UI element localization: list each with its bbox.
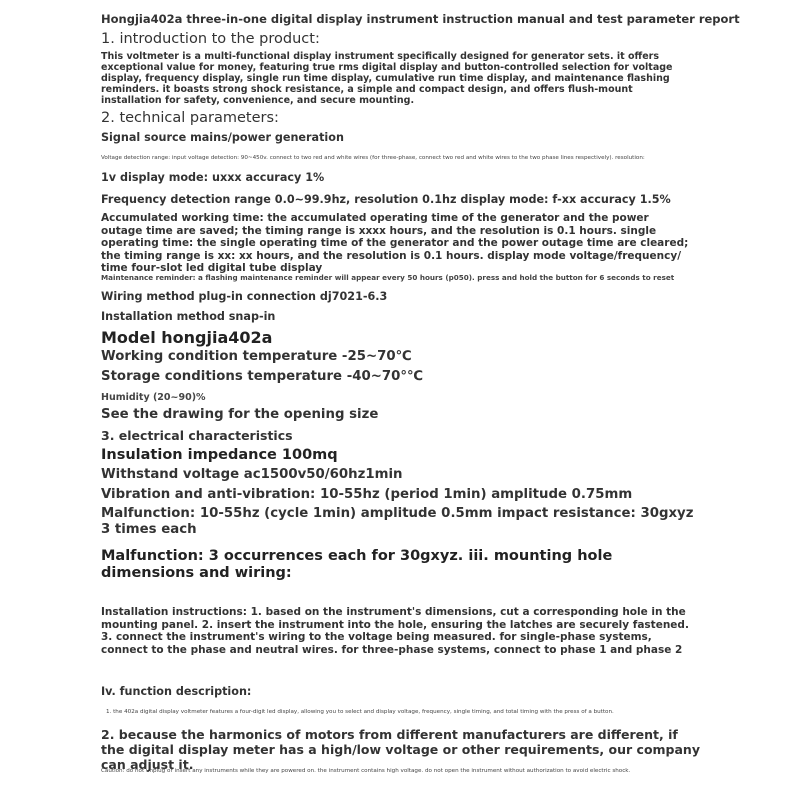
voltage-detection: Voltage detection range: input voltage detection: 90~450v. connect to two red and white wires (for three-phase, connect two red and white wires to the two phase lines respectively). resolution: <box>101 155 645 161</box>
function-heading: Iv. function description: <box>101 685 252 698</box>
function-item-1: 1. the 402a digital display voltmeter features a four-digit led display, allowing you to select and display voltage, frequency, single timing, and total timing with the press of a button. <box>106 709 614 715</box>
intro-heading: 1. introduction to the product: <box>101 31 320 47</box>
caution-note: Caution: do not unplug or insert any instruments while they are powered on. the instrument contains high voltage. do not open the instrument without authorization to avoid electric shock. <box>101 768 631 774</box>
signal-source: Signal source mains/power generation <box>101 131 344 144</box>
malfunction-1: Malfunction: 10-55hz (cycle 1min) amplitude 0.5mm impact resistance: 30gxyz 3 times each <box>101 506 694 537</box>
wiring-method: Wiring method plug-in connection dj7021-6.3 <box>101 290 388 303</box>
frequency-range: Frequency detection range 0.0~99.9hz, resolution 0.1hz display mode: f-xx accuracy 1.5% <box>101 193 671 206</box>
storage-temperature: Storage conditions temperature -40~70°℃ <box>101 369 424 384</box>
vibration: Vibration and anti-vibration: 10-55hz (period 1min) amplitude 0.75mm <box>101 487 633 502</box>
malfunction-2: Malfunction: 3 occurrences each for 30gxyz. iii. mounting hole dimensions and wiring: <box>101 548 613 581</box>
electrical-heading: 3. electrical characteristics <box>101 428 293 443</box>
intro-paragraph: This voltmeter is a multi-functional display instrument specifically designed for generator sets. it offers exceptional value for money, featuring true rms digital display and button-controlled selection for voltage display, frequency display, single run time display, cumulative run time display, and maintenance flashing reminders. it boasts strong shock resistance, a simple and compact design, and offers flush-mount installation for safety, convenience, and secure mounting. <box>101 51 673 106</box>
model: Model hongjia402a <box>101 328 273 347</box>
display-mode: 1v display mode: uxxx accuracy 1% <box>101 171 325 184</box>
maintenance-reminder: Maintenance reminder: a flashing maintenance reminder will appear every 50 hours (p050). press and hold the button for 6 seconds to reset <box>101 273 675 282</box>
tech-heading: 2. technical parameters: <box>101 110 279 126</box>
working-temperature: Working condition temperature -25~70℃ <box>101 349 412 364</box>
insulation-impedance: Insulation impedance 100mq <box>101 447 338 463</box>
withstand-voltage: Withstand voltage ac1500v50/60hz1min <box>101 467 403 482</box>
installation-method: Installation method snap-in <box>101 310 276 323</box>
installation-instructions: Installation instructions: 1. based on the instrument's dimensions, cut a corresponding hole in the mounting panel. 2. insert the instrument into the hole, ensuring the latches are securely fastened. 3. connect the instrument's wiring to the voltage being measured. for single-phase systems, connect to the phase and neutral wires. for three-phase systems, connect to phase 1 and phase 2 <box>101 606 689 656</box>
opening-size: See the drawing for the opening size <box>101 407 379 422</box>
humidity: Humidity (20~90)% <box>101 392 206 403</box>
document-title: Hongjia402a three-in-one digital display instrument instruction manual and test parameter report <box>101 12 740 26</box>
accumulated-time: Accumulated working time: the accumulated operating time of the generator and the power outage time are saved; the timing range is xxxx hours, and the resolution is 0.1 hours. single operating time: the single operating time of the generator and the power outage time are cleared; the timing range is xx: xx hours, and the resolution is 0.1 hours. display mode voltage/frequency/ time four-slot led digital tube display <box>101 212 689 274</box>
function-item-2: 2. because the harmonics of motors from different manufacturers are different, if the digital display meter has a high/low voltage or other requirements, our company can adjust it. <box>101 727 700 772</box>
